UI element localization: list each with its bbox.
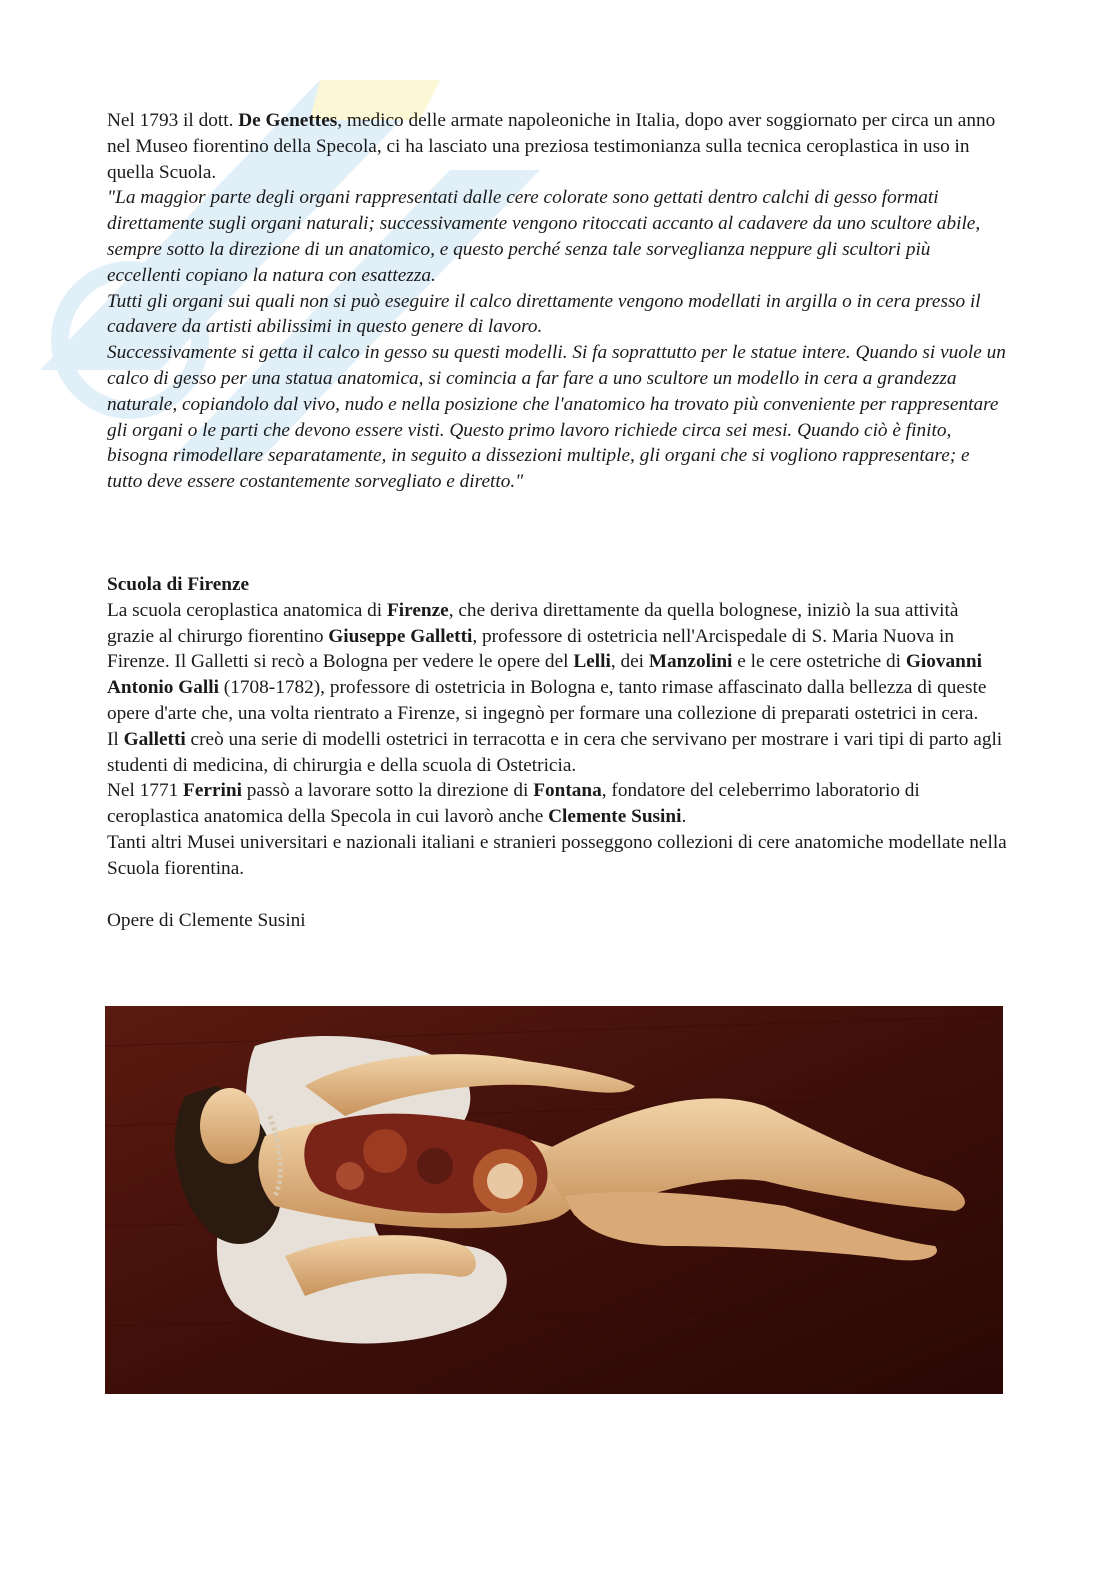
genettes-quote [107,185,1007,495]
section-paragraph: Il Galletti creò una serie di modelli ostetrici in terracotta e in cera che servivano per mostrare i vari tipi di parto agli studenti di medicina, di chirurgia e della scuola di Ostetricia. [107,728,1003,776]
quote-paragraph: Tutti gli organi sui quali non si può eseguire il calco direttamente vengono modellati in argilla o in cera presso il cadavere da artisti abilissimi in questo genere di lavoro. [107,290,981,338]
section-paragraph: Tanti altri Musei universitari e nazionali italiani e stranieri posseggono collezioni di cere anatomiche modellate nella Scuola fiorentina. [107,831,1007,879]
quote-paragraph: "La maggior parte degli organi rappresentati dalle cere colorate sono gettati dentro calchi di gesso formati direttamente sugli organi naturali; successivamente vengono ritoccati accanto al cadavere da uno scultore abile, sempre sotto la direzione di un anatomico, e questo perché senza tale sorveglianza neppure gli scultori più eccellenti copiano la natura con esattezza. [107,187,981,286]
document-body [107,108,1007,933]
quote-paragraph: Successivamente si getta il calco in gesso su questi modelli. Si fa soprattutto per le statue intere. Quando si vuole un calco di gesso per una statua anatomica, si comincia a far fare a uno scultore un modello in cera a grandezza naturale, copiandolo dal vivo, nudo e nella posizione che l'anatomico ha trovato più conveniente per rappresentare gli organi o le parti che devono essere visti. Questo primo lavoro richiede circa sei mesi. Quando ciò è finito, bisogna rimodellare separatamente, in seguito a dissezioni multiple, gli organi che si vogliono rappresentare; e tutto deve essere costantemente sorvegliato e diretto." [107,342,1006,493]
section-heading: Scuola di Firenze [107,573,250,595]
wax-anatomical-figure-photo [105,1006,1003,1394]
section-paragraph: La scuola ceroplastica anatomica di Firenze, che deriva direttamente da quella bolognese, iniziò la sua attività grazie al chirurgo fiorentino Giuseppe Galletti, professore di ostetricia nell'Arcispedale di S. Maria Nuova in Firenze. Il Galletti si recò a Bologna per vedere le opere del Lelli, dei Manzolini e le cere ostetriche di Giovanni Antonio Galli (1708-1782), professore di ostetricia in Bologna e, tanto rimase affascinato dalla bellezza di queste opere d'arte che, una volta rientrato a Firenze, si ingegnò per formare una collezione di preparati ostetrici in cera. [107,599,987,724]
section-paragraph: Nel 1771 Ferrini passò a lavorare sotto la direzione di Fontana, fondatore del celeberrimo laboratorio di ceroplastica anatomica della Specola in cui lavorò anche Clemente Susini. [107,780,920,828]
intro-paragraph: Nel 1793 il dott. De Genettes, medico delle armate napoleoniche in Italia, dopo aver soggiornato per circa un anno nel Museo fiorentino della Specola, ci ha lasciato una preziosa testimonianza sulla tecnica ceroplastica in uso in quella Scuola. [107,110,996,183]
name-de-genettes: De Genettes [238,110,338,131]
image-caption: Opere di Clemente Susini [107,909,306,931]
